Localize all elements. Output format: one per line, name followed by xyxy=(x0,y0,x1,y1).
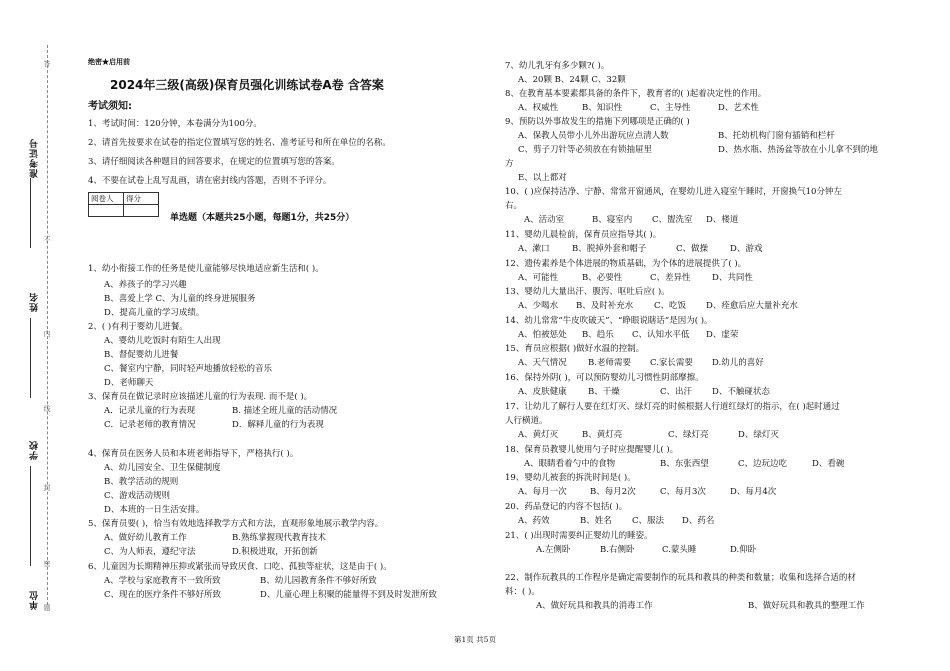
question-option: D、共同性 xyxy=(712,273,753,283)
question-stem: 1、幼小衔接工作的任务是使儿童能够尽快地适应新生活和( )。 xyxy=(88,264,324,274)
question-stem: 4、保育员在医务人员和本班老师指导下，严格执行( )。 xyxy=(88,449,299,459)
question-option: C、做操 xyxy=(676,244,709,254)
question-option: D、提高儿童的学习成绩。 xyxy=(104,308,205,318)
question-stem: 15、育员应根据( )做好水温的控制。 xyxy=(505,344,645,354)
question-option: D、艺术性 xyxy=(718,103,759,113)
question-option: A、黄灯灭 xyxy=(518,430,559,440)
question-stem: 料：( )。 xyxy=(505,587,540,597)
question-option: A、可能性 xyxy=(518,273,559,283)
question-option: A、每月一次 xyxy=(518,487,567,497)
question-option: D、药名 xyxy=(682,516,715,526)
notice-heading: 考试须知: xyxy=(88,101,132,112)
margin-char: 封 xyxy=(43,484,51,491)
question-option: C.蒙头睡 xyxy=(662,545,697,555)
question-option: D、每月4次 xyxy=(730,487,777,497)
question-option: 方 xyxy=(505,159,514,169)
question-option: E、以上都对 xyxy=(518,173,567,183)
question-option: B、知识性 xyxy=(582,103,623,113)
margin-char: 密 xyxy=(43,560,51,567)
binding-margin xyxy=(0,0,70,671)
question-option: C、吃饭 xyxy=(654,301,687,311)
page-title: 2024年三级(高级)保育员强化训练试卷A卷 含答案 xyxy=(110,78,384,92)
question-stem: 5、保育员要( )，恰当有效地选择教学方式和方法，直观形象地展示教学内容。 xyxy=(88,519,384,529)
question-option: C、餐室内宁静，同时轻声地播放轻松的音乐 xyxy=(104,364,273,374)
question-stem: 10、( )应保持洁净、宁静、常常开窗通风，在婴幼儿进入寝室午睡时，开窗换气10分钟左 xyxy=(505,187,842,197)
score-table-cell[interactable] xyxy=(89,205,124,217)
question-stem: 右。 xyxy=(505,201,523,211)
question-option: A、20颗 B、24颗 C、32颗 xyxy=(518,75,626,85)
question-stem: 19、婴幼儿被套的拆洗时间是( )。 xyxy=(505,473,636,483)
section-title: 单选题（本题共25小题，每题1分，共25分） xyxy=(170,213,355,223)
question-option: B、脱掉外套和帽子 xyxy=(572,244,647,254)
question-option: A．记录儿童的行为表现 xyxy=(104,406,196,416)
question-option: A、药效 xyxy=(518,516,550,526)
question-option: A、保教人员带小儿外出游玩应点清人数 xyxy=(518,131,669,141)
question-option: C、认知水平低 xyxy=(632,330,690,340)
question-option: D、痊愈后应大量补充水 xyxy=(706,301,798,311)
question-option: B.熟练掌握现代教育技术 xyxy=(232,533,326,543)
question-stem: 人行横道。 xyxy=(505,416,548,426)
margin-label-exam-number: 准考证号 xyxy=(30,138,40,178)
question-option: C、为人师表，遵纪守法 xyxy=(104,547,196,557)
margin-char: 内 xyxy=(43,330,51,337)
question-option: C.家长需要 xyxy=(650,358,693,368)
question-option: C、绿灯亮 xyxy=(668,430,709,440)
question-option: D、虚荣 xyxy=(706,330,739,340)
score-table-score: 得分 xyxy=(124,193,159,205)
question-stem: 20、药品登记的内容不包括( )。 xyxy=(505,502,628,512)
question-option: A、婴幼儿吃饭时有陌生人出现 xyxy=(104,336,221,346)
question-stem: 14、幼儿常常“牛皮吹破天”、“睁眼说瞎话”是因为( )。 xyxy=(505,316,713,326)
question-stem: 3、保育员在做记录时应该描述儿童的行为表现. 而不是( )。 xyxy=(88,392,313,402)
question-option: A、做好玩具和教具的消毒工作 xyxy=(536,601,653,611)
question-stem: 16、保持外阴( )，可以预防婴幼儿习惯性阴部摩擦。 xyxy=(505,373,704,383)
question-stem: 6、儿童因为长期精神压抑或紧张而导致厌食、口吃、孤独等症状，这是由于( )。 xyxy=(88,562,392,572)
question-option: D、老师聊天 xyxy=(104,378,154,388)
question-option: B、趋乐 xyxy=(582,330,614,340)
question-option: B、督促婴幼儿进餐 xyxy=(104,350,179,360)
margin-label-name: 姓名 xyxy=(30,292,40,312)
question-option: A、眼睛看着勺中的食物 xyxy=(524,459,616,469)
question-option: A、幼儿园安全、卫生保健制度 xyxy=(104,463,221,473)
margin-char: 不 xyxy=(43,236,51,243)
question-option: A、活动室 xyxy=(524,215,565,225)
notice-item: 1、考试时间：120分钟，本卷满分为100分。 xyxy=(88,119,262,129)
question-option: B、黄灯亮 xyxy=(582,430,623,440)
question-option: D.仰卧 xyxy=(730,545,757,555)
question-option: B、寝室内 xyxy=(592,215,633,225)
question-option: B.右侧卧 xyxy=(600,545,635,555)
margin-fill-line xyxy=(30,466,31,566)
notice-item: 2、请首先按要求在试卷的指定位置填写您的姓名、准考证号和所在单位的名称。 xyxy=(88,138,391,148)
margin-char: 题 xyxy=(43,604,51,611)
seal-dashed-line xyxy=(47,45,48,605)
question-option: B、幼儿园教育条件不够好所致 xyxy=(260,576,377,586)
question-option: D.幼儿的喜好 xyxy=(712,358,764,368)
question-option: D、游戏 xyxy=(730,244,763,254)
question-stem: 12、遗传素养是个体进展的物质基础，为个体的进展提供了( )。 xyxy=(505,259,747,269)
question-option: B、每月2次 xyxy=(590,487,636,497)
question-option: A、少喝水 xyxy=(518,301,559,311)
question-stem: 8、在教育基本要素都具备的条件下，教育者的( )起着决定性的作用。 xyxy=(505,89,767,99)
question-option: B、及时补充水 xyxy=(576,301,634,311)
question-option: B、托幼机构门窗有插销和栏杆 xyxy=(718,131,835,141)
question-stem: 2、( )有利于婴幼儿进餐。 xyxy=(88,322,188,332)
question-option: C、剪子刀针等必须放在有锁抽屉里 xyxy=(518,145,653,155)
question-option: B.老师需要 xyxy=(588,358,631,368)
question-option: B、喜爱上学 C、为儿童的终身进展服务 xyxy=(104,294,256,304)
question-option: A、怕被惩处 xyxy=(518,330,567,340)
question-option: A、漱口 xyxy=(518,244,550,254)
question-option: C、主导性 xyxy=(650,103,691,113)
score-table-reviewer: 阅卷人 xyxy=(89,193,124,205)
score-table xyxy=(88,192,159,217)
question-stem: 21、( )出现时需要纠正婴幼儿的睡姿。 xyxy=(505,531,653,541)
margin-fill-line xyxy=(30,178,31,248)
question-option: C、差异性 xyxy=(650,273,691,283)
question-option: B、必要性 xyxy=(582,273,623,283)
question-option: A、天气情况 xyxy=(518,358,567,368)
question-option: D、楼道 xyxy=(706,215,739,225)
question-option: C、盥洗室 xyxy=(652,215,693,225)
question-option: B. 描述全班儿童的活动情况 xyxy=(232,406,338,416)
question-stem: 22、制作玩教具的工作程序是确定需要制作的玩具和教具的种类和数量；收集和选择合适的材 xyxy=(505,573,856,583)
question-option: C．记录老师的教育情况 xyxy=(104,420,196,430)
question-option: B、姓名 xyxy=(580,516,612,526)
question-option: A.左侧卧 xyxy=(536,545,571,555)
margin-char: 答 xyxy=(43,60,51,67)
secret-mark: 绝密★启用前 xyxy=(88,57,130,66)
question-stem: 13、婴幼儿大量出汗、腹泻、呕吐后应( )。 xyxy=(505,287,670,297)
notice-item: 3、请仔细阅读各种题目的回答要求，在规定的位置填写您的答案。 xyxy=(88,157,340,167)
question-option: C、出汗 xyxy=(660,387,693,397)
question-option: D、本班的一日生活安排。 xyxy=(104,505,205,515)
question-option: C、游戏活动规则 xyxy=(104,491,171,501)
question-option: C、现在的医疗条件不够好所致 xyxy=(104,590,222,600)
question-option: D．解释儿童的行为表现 xyxy=(232,420,324,430)
margin-label-school: 学校 xyxy=(30,440,40,460)
margin-fill-line xyxy=(30,318,31,398)
question-option: B、做好玩具和教具的整理工作 xyxy=(748,601,865,611)
question-option: D、看碗 xyxy=(812,459,845,469)
question-option: A、做好幼儿教育工作 xyxy=(104,533,187,543)
question-option: A、养孩子的学习兴趣 xyxy=(104,280,187,290)
question-option: D、不触碰状态 xyxy=(712,387,770,397)
question-option: D.积极进取，开拓创新 xyxy=(232,547,318,557)
question-option: D、绿灯灭 xyxy=(738,430,779,440)
score-table-cell[interactable] xyxy=(124,205,159,217)
question-option: D、儿童心理上积聚的能量得不到及时发泄所致 xyxy=(260,590,437,600)
question-stem: 11、婴幼儿晨检前，保育员应指导其( )。 xyxy=(505,230,662,240)
question-option: B、干燥 xyxy=(588,387,620,397)
question-stem: 17、让幼儿了解行人要在红灯灭、绿灯亮的时候根据人行道红绿灯的指示，在( )起时通过 xyxy=(505,402,840,412)
question-stem: 18、保育员教婴儿使用勺子时应提醒婴儿( )。 xyxy=(505,445,679,455)
question-option: C、服法 xyxy=(632,516,665,526)
question-option: A、学校与家庭教育不一致所致 xyxy=(104,576,221,586)
margin-char: 线 xyxy=(43,405,51,412)
margin-label-unit: 单位 xyxy=(30,590,40,610)
question-option: D、热水瓶、热汤盆等放在小儿拿不到的地 xyxy=(718,145,878,155)
page-footer: 第1页 共5页 xyxy=(454,635,496,644)
question-option: A、皮肤健康 xyxy=(518,387,567,397)
question-option: B、东张西望 xyxy=(660,459,709,469)
question-option: A、权威性 xyxy=(518,103,559,113)
question-stem: 9、预防以外事故发生的措施下列哪项是正确的( ) xyxy=(505,117,690,127)
notice-item: 4、不要在试卷上乱写乱画，请在密封线内答题，否则不予评分。 xyxy=(88,176,332,186)
question-option: B、教学活动的规则 xyxy=(104,477,179,487)
question-stem: 7、幼儿乳牙有多少颗?( )。 xyxy=(505,61,610,71)
question-option: C、边玩边吃 xyxy=(738,459,788,469)
question-option: C、每月3次 xyxy=(660,487,706,497)
